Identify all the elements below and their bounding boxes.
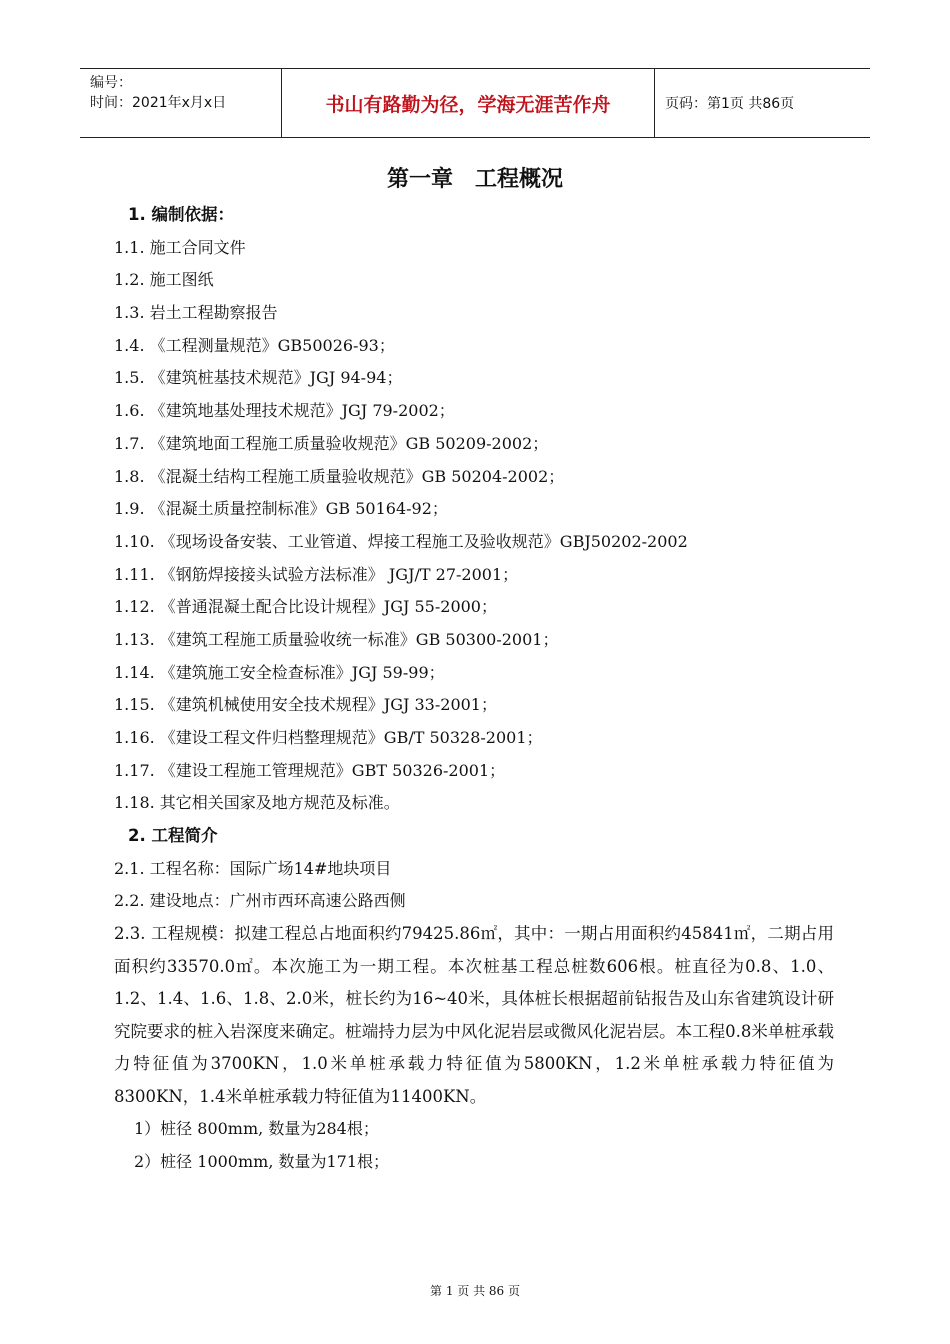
project-location: 2.2. 建设地点：广州市西环高速公路西侧: [114, 891, 406, 911]
list-item: 1.12. 《普通混凝土配合比设计规程》JGJ 55-2000；: [114, 597, 497, 617]
list-item: 1.5. 《建筑桩基技术规范》JGJ 94-94；: [114, 368, 403, 388]
project-name: 2.1. 工程名称：国际广场14#地块项目: [114, 858, 392, 878]
pile-spec-item: 2）桩径 1000mm, 数量为171根；: [134, 1151, 390, 1171]
list-item: 1.1. 施工合同文件: [114, 237, 246, 257]
page-header: [80, 68, 870, 138]
header-motto: 书山有路勤为径，学海无涯苦作舟: [282, 69, 655, 137]
list-item: 1.3. 岩土工程勘察报告: [114, 303, 278, 323]
list-item: 1.9. 《混凝土质量控制标准》GB 50164-92；: [114, 499, 448, 519]
chapter-title: 第一章 工程概况: [386, 167, 563, 192]
doc-number-label: 编号：: [90, 75, 132, 91]
document-body: [114, 199, 834, 1178]
date-label: 时间：2021年x月x日: [90, 95, 227, 111]
list-item: 1.14. 《建筑施工安全检查标准》JGJ 59-99；: [114, 662, 445, 682]
pile-spec-item: 1）桩径 800mm, 数量为284根；: [134, 1119, 379, 1139]
list-item: 1.15. 《建筑机械使用安全技术规程》JGJ 33-2001；: [114, 695, 497, 715]
section-heading-basis: 1. 编制依据：: [128, 205, 234, 224]
header-meta: [80, 69, 282, 137]
list-item: 1.10. 《现场设备安装、工业管道、焊接工程施工及验收规范》GBJ50202-2002: [114, 531, 688, 551]
section-heading-overview: 2. 工程简介: [128, 826, 218, 846]
list-item: 1.13. 《建筑工程施工质量验收统一标准》GB 50300-2001；: [114, 629, 559, 649]
list-item: 1.11. 《钢筋焊接接头试验方法标准》 JGJ/T 27-2001；: [114, 564, 519, 584]
page-footer: 第 1 页 共 86 页: [430, 1284, 520, 1298]
list-item: 1.4. 《工程测量规范》GB50026-93；: [114, 335, 395, 355]
project-scale-paragraph: 2.3. 工程规模：拟建工程总占地面积约79425.86㎡，其中：一期占用面积约45841㎡，二期占用面积约33570.0㎡。本次施工为一期工程。本次桩基工程总桩数606根。桩直径为0.8、1.0、1.2、1.4、1.6、1.8、2.0米，桩长约为16~40米，具体桩长根据超前钻报告及山东省建筑设计研究院要求的桩入岩深度来确定。桩端持力层为中风化泥岩层或微风化泥岩层。本工程0.8米单桩承载力特征值为3700KN，1.0米单桩承载力特征值为5800KN，1.2米单桩承载力特征值为8300KN，1.4米单桩承载力特征值为11400KN。: [114, 924, 834, 1106]
list-item: 1.7. 《建筑地面工程施工质量验收规范》GB 50209-2002；: [114, 433, 549, 453]
list-item: 1.8. 《混凝土结构工程施工质量验收规范》GB 50204-2002；: [114, 466, 565, 486]
header-page-number: 页码：第1页 共86页: [665, 96, 795, 112]
basis-list: [114, 232, 834, 820]
list-item: 1.2. 施工图纸: [114, 270, 214, 290]
list-item: 1.16. 《建设工程文件归档整理规范》GB/T 50328-2001；: [114, 728, 543, 747]
list-item: 1.18. 其它相关国家及地方规范及标准。: [114, 793, 400, 813]
list-item: 1.6. 《建筑地基处理技术规范》JGJ 79-2002；: [114, 401, 455, 421]
list-item: 1.17. 《建设工程施工管理规范》GBT 50326-2001；: [114, 760, 506, 780]
